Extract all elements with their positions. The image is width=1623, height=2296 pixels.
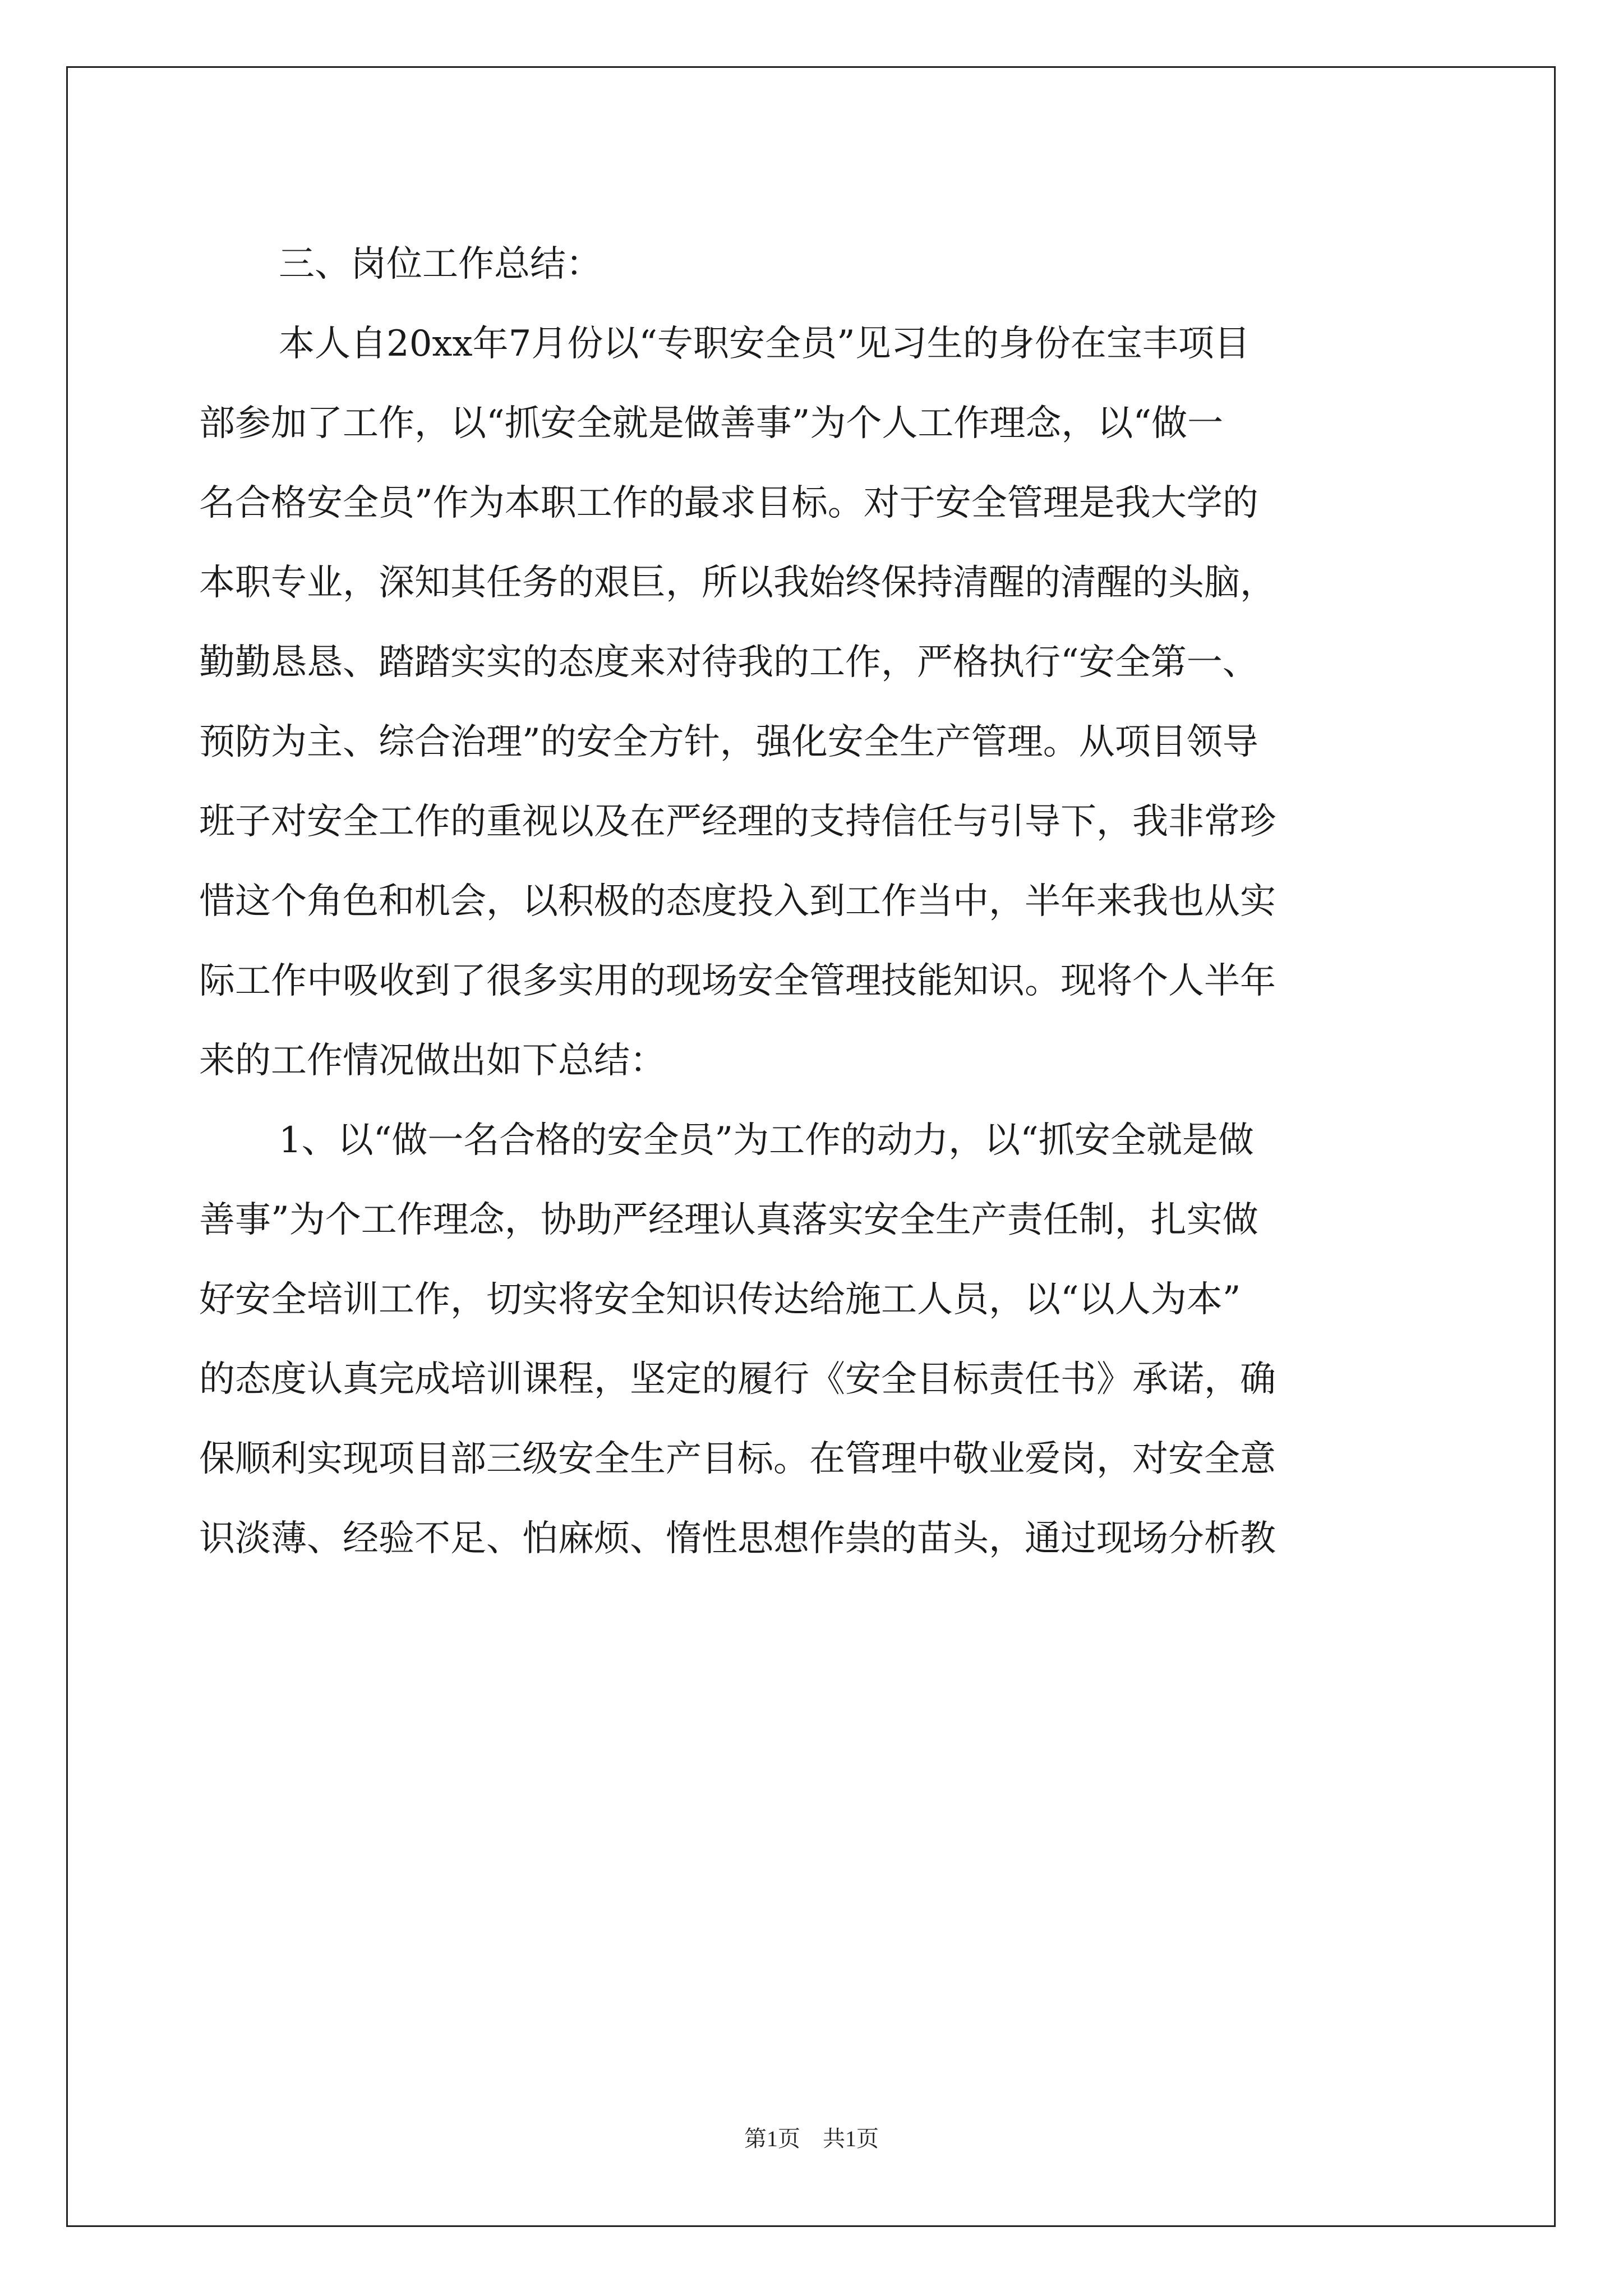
paragraph-line: 1、以“做一名合格的安全员”为工作的动力，以“抓安全就是做 (279, 1120, 1254, 1161)
page-footer: 第1页 共1页 (744, 2126, 879, 2151)
section-heading: 三、岗位工作总结： (279, 243, 602, 285)
paragraph-line: 的态度认真完成培训课程，坚定的履行《安全目标责任书》承诺，确 (199, 1359, 1276, 1400)
paragraph-line: 本人自20xx年7月份以“专职安全员”见习生的身份在宝丰项目 (279, 323, 1250, 365)
paragraph-line: 识淡薄、经验不足、怕麻烦、惰性思想作祟的苗头，通过现场分析教 (199, 1518, 1276, 1559)
paragraph-line: 班子对安全工作的重视以及在严经理的支持信任与引导下，我非常珍 (199, 801, 1276, 843)
paragraph-line: 善事”为个工作理念，协助严经理认真落实安全生产责任制，扎实做 (199, 1199, 1258, 1241)
paragraph-line: 保顺利实现项目部三级安全生产目标。在管理中敬业爱岗，对安全意 (199, 1438, 1276, 1480)
paragraph-line: 际工作中吸收到了很多实用的现场安全管理技能知识。现将个人半年 (199, 960, 1276, 1002)
paragraph-line: 来的工作情况做出如下总结： (199, 1040, 666, 1082)
paragraph-line: 预防为主、综合治理”的安全方针，强化安全生产管理。从项目领导 (199, 721, 1258, 763)
paragraph-line: 名合格安全员”作为本职工作的最求目标。对于安全管理是我大学的 (199, 482, 1258, 524)
document-body (199, 224, 1433, 1579)
paragraph-line: 部参加了工作，以“抓安全就是做善事”为个人工作理念，以“做一 (199, 403, 1224, 444)
paragraph-line: 好安全培训工作，切实将安全知识传达给施工人员，以“以人为本” (199, 1279, 1241, 1320)
paragraph-line: 本职专业，深知其任务的艰巨，所以我始终保持清醒的清醒的头脑， (199, 562, 1276, 604)
paragraph-line: 勤勤恳恳、踏踏实实的态度来对待我的工作，严格执行“安全第一、 (199, 642, 1258, 683)
paragraph-line: 惜这个角色和机会，以积极的态度投入到工作当中，半年来我也从实 (199, 881, 1276, 922)
